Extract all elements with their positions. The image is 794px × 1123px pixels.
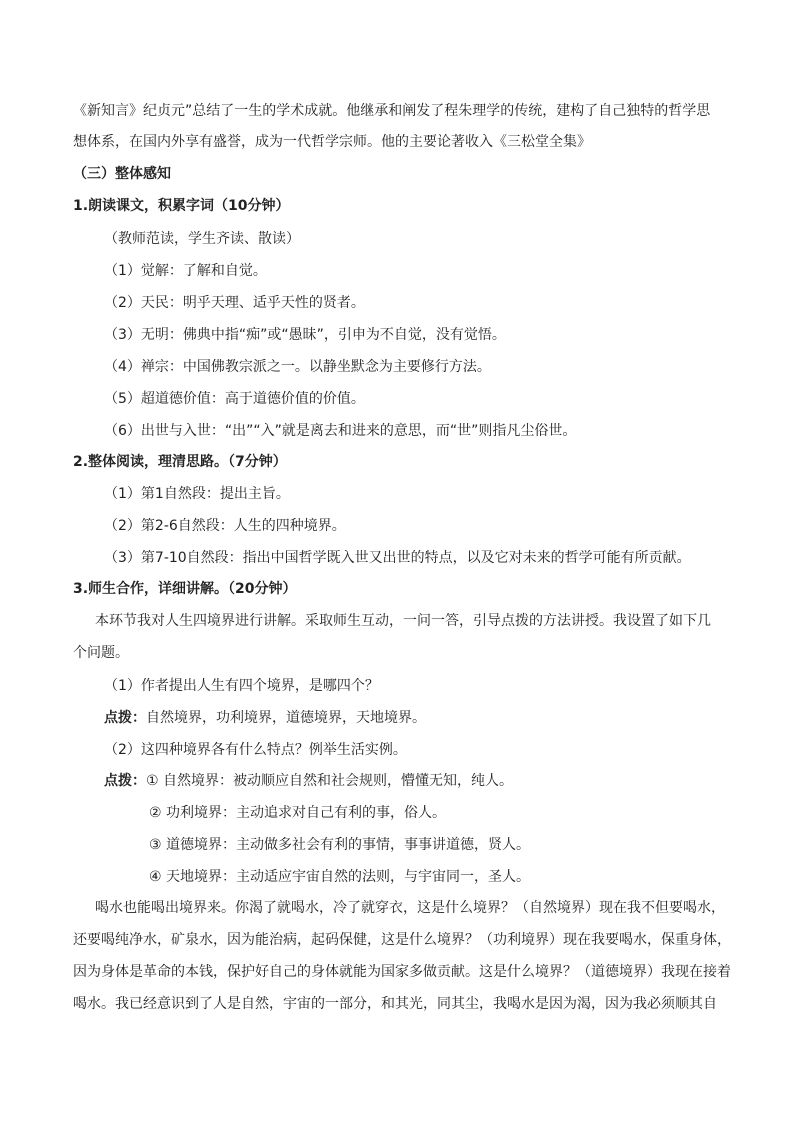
part2-heading: 2.整体阅读，理清思路。（7分钟）	[73, 454, 287, 470]
structure-item: （1）第1自然段：提出主旨。	[104, 486, 290, 502]
part3-heading: 3.师生合作，详细讲解。（20分钟）	[73, 581, 297, 597]
paragraph-line: 喝水也能喝出境界来。你渴了就喝水，冷了就穿衣，这是什么境界？（自然境界）现在我不但要喝水，	[95, 900, 725, 916]
part1-note: （教师范读，学生齐读、散读）	[104, 231, 300, 247]
realm-item: ④ 天地境界：主动适应宇宙自然的法则，与宇宙同一，圣人。	[149, 869, 530, 885]
answer-1	[104, 708, 734, 728]
part3-paragraph-cont: 个问题。	[73, 645, 129, 661]
structure-item: （2）第2-6自然段：人生的四种境界。	[104, 518, 346, 534]
intro-line-1: 《新知言》纪贞元”总结了一生的学术成就。他继承和阐发了程朱理学的传统，建构了自己独特的哲学思	[73, 103, 711, 119]
part1-heading: 1.朗读课文，积累字词（10分钟）	[73, 198, 290, 214]
vocab-item: （1）觉解：了解和自觉。	[104, 263, 267, 279]
answer-2-first	[104, 771, 734, 791]
realm-item: ② 功利境界：主动追求对自己有利的事，俗人。	[149, 805, 446, 821]
structure-item: （3）第7-10自然段：指出中国哲学既入世又出世的特点，以及它对未来的哲学可能有所贡献。	[104, 550, 691, 566]
question-1: （1）作者提出人生有四个境界，是哪四个？	[104, 678, 379, 694]
realm-item: ③ 道德境界：主动做多社会有利的事情，事事讲道德，贤人。	[149, 837, 530, 853]
vocab-item: （2）天民：明乎天理、适乎天性的贤者。	[104, 295, 365, 311]
answer-1-text: 自然境界，功利境界，道德境界，天地境界。	[146, 710, 426, 726]
paragraph-line: 因为身体是革命的本钱，保护好自己的身体就能为国家多做贡献。这是什么境界？（道德境界）我现在接着	[73, 964, 731, 980]
intro-line-2: 想体系，在国内外享有盛誉，成为一代哲学宗师。他的主要论著收入《三松堂全集》	[73, 134, 591, 150]
hint-label: 点拨：	[104, 773, 146, 789]
section-heading-overview: （三）整体感知	[73, 166, 171, 182]
hint-label: 点拨：	[104, 710, 146, 726]
vocab-item: （5）超道德价值：高于道德价值的价值。	[104, 391, 365, 407]
vocab-item: （4）禅宗：中国佛教宗派之一。以静坐默念为主要修行方法。	[104, 359, 491, 375]
vocab-item: （6）出世与入世：“出”“入”就是离去和进来的意思，而“世”则指凡尘俗世。	[104, 423, 577, 439]
paragraph-line: 还要喝纯净水，矿泉水，因为能治病，起码保健，这是什么境界？（功利境界）现在我要喝水，保重身体，	[73, 932, 731, 948]
vocab-item: （3）无明：佛典中指“痴”或“愚昧”，引申为不自觉，没有觉悟。	[104, 327, 506, 343]
part3-paragraph: 本环节我对人生四境界进行讲解。采取师生互动，一问一答，引导点拨的方法讲授。我设置了如下几	[95, 613, 711, 629]
paragraph-line: 喝水。我已经意识到了人是自然，宇宙的一部分，和其光，同其尘，我喝水是因为渴，因为我必须顺其自	[73, 996, 717, 1012]
realm-item: ① 自然境界：被动顺应自然和社会规则，懵懂无知，纯人。	[146, 773, 513, 789]
question-2: （2）这四种境界各有什么特点？例举生活实例。	[104, 742, 407, 758]
